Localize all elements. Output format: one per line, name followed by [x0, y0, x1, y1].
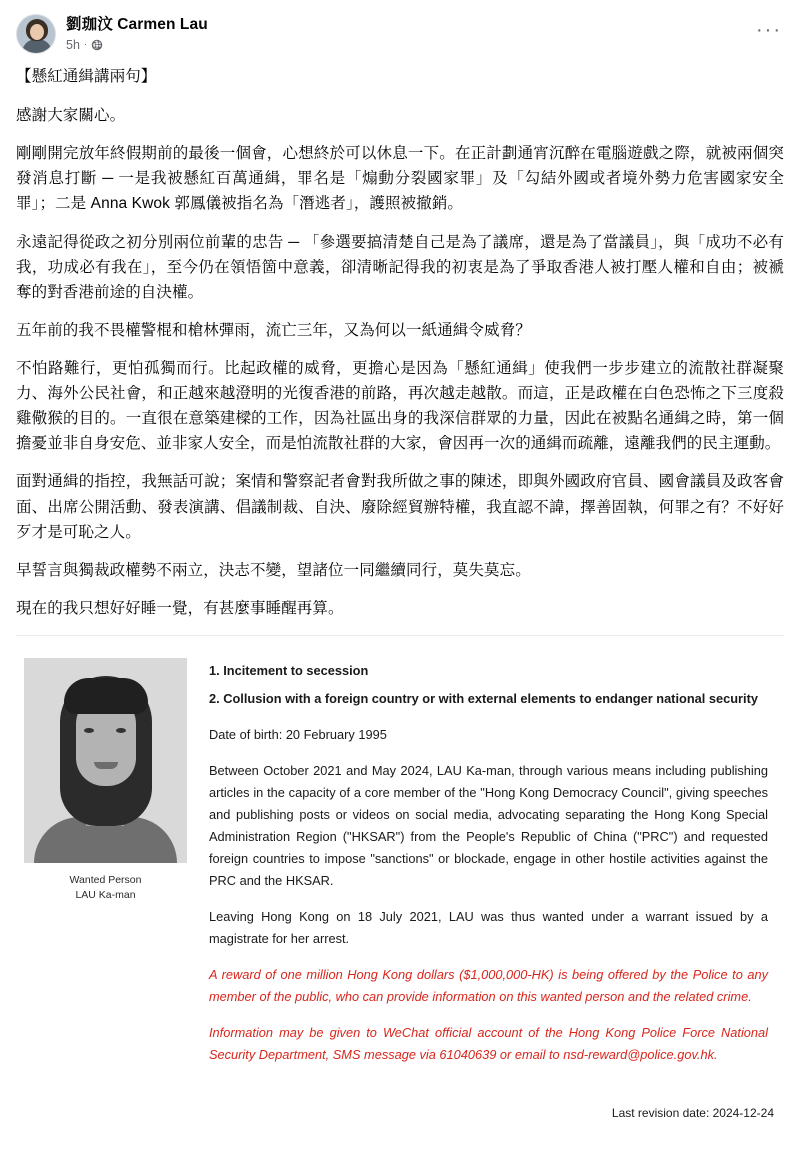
post-paragraph: 【懸紅通緝講兩句】 [16, 68, 157, 85]
post-paragraph: 剛剛開完放年終假期前的最後一個會，心想終於可以休息一下。在正計劃通宵沉醉在電腦遊戲之際，就被兩個突發消息打斷 ─ 一是我被懸紅百萬通緝，罪名是「煽動分裂國家罪」及「勾結外國或者境外勢力危害國家安全罪」；二是 Anna Kwok 郭鳳儀被指名為「潛逃者」，護照被撤銷。 [16, 145, 784, 213]
reward-contact-info: Information may be given to WeChat official account of the Hong Kong Police Force National Security Department, SMS message via 61040639 or email to nsd-reward@police.gov.hk. [209, 1024, 768, 1062]
post-paragraph: 現在的我只想好好睡一覺，有甚麼事睡醒再算。 [16, 599, 344, 617]
post-paragraph: 永遠記得從政之初分別兩位前輩的忠告 ─ 「參選要搞清楚自己是為了議席，還是為了當議員」，與「成功不必有我，功成必有我在」，至今仍在領悟箇中意義，卻清晰記得我的初衷是為了爭取香港人被打壓人權和自由；被褫奪的對香港前途的自決權。 [16, 233, 784, 301]
case-description: Between October 2021 and May 2024, LAU Ka-man, through various means including publishing articles in the capacity of a core member of the "Hong Kong Democracy Council", giving speeches and publishing posts or videos on social media, advocating separating the Hong Kong Special Administration Region ("HKSAR") from the People's Republic of China ("PRC") and requested foreign countries to impose "sanctions" or blockade, engage in other hostile activities against the PRC and the HKSAR. [209, 762, 768, 888]
avatar[interactable] [16, 14, 56, 54]
post-options-button[interactable]: ··· [756, 19, 782, 41]
date-of-birth: Date of birth: 20 February 1995 [209, 726, 387, 742]
post-paragraph: 感謝大家關心。 [16, 107, 126, 125]
attached-wanted-notice[interactable] [16, 635, 784, 1106]
photo-caption-line1: Wanted Person [69, 873, 142, 886]
post-paragraph: 不怕路難行，更怕孤獨而行。比起政權的威脅，更擔心是因為「懸紅通緝」使我們一步步建立的流散社群凝聚力、海外公民社會，和正越來越澄明的光復香港的前路，再次越走越散。而這，正是政權在白色恐怖之下三度殺雞儆猴的目的。一直很在意築建樑的工作，因為社區出身的我深信群眾的力量，因此在被點名通緝之時，第一個擔憂並非自身安危、並非家人安全，而是怕流散社群的大家，會因再一次的通緝而疏離，遠離我們的民主運動。 [16, 359, 784, 453]
post-text [16, 64, 784, 621]
warrant-description: Leaving Hong Kong on 18 July 2021, LAU was thus wanted under a warrant issued by a magistrate for her arrest. [209, 908, 768, 946]
photo-caption [24, 873, 187, 903]
avatar-body [22, 39, 52, 54]
wanted-person-photo [24, 658, 187, 863]
post-paragraph: 早誓言與獨裁政權勢不兩立，決志不變，望諸位一同繼續同行，莫失莫忘。 [16, 561, 531, 579]
meta-separator-dot: · [83, 39, 88, 50]
author-block [66, 14, 208, 53]
post-paragraph: 面對通緝的指控，我無話可說；案情和警察記者會對我所做之事的陳述，即與外國政府官員、國會議員及政客會面、出席公開活動、發表演講、倡議制裁、自決、廢除經貿辦特權，我直認不諱，擇善固執，何罪之有？不好好歹才是可恥之人。 [16, 473, 784, 541]
reward-offer: A reward of one million Hong Kong dollars ($1,000,000-HK) is being offered by the Police to any member of the public, who can provide information on this wanted person and the related crime. [209, 966, 768, 1004]
post-header [16, 14, 784, 64]
charge-item-2: 2. Collusion with a foreign country or with external elements to endanger national security [209, 690, 758, 706]
post-paragraph: 五年前的我不畏權警棍和槍林彈雨，流亡三年，又為何以一紙通緝令威脅？ [16, 321, 531, 339]
charge-item-1: 1. Incitement to secession [209, 662, 369, 678]
avatar-face [30, 24, 44, 40]
author-name[interactable]: 劉珈汶 Carmen Lau [66, 16, 208, 33]
globe-icon [91, 39, 103, 51]
wanted-notice-text [209, 658, 768, 1088]
post-timestamp[interactable]: 5h [66, 38, 80, 52]
photo-caption-line2: LAU Ka-man [75, 889, 136, 902]
wanted-photo-column [24, 658, 187, 903]
last-revision-date: Last revision date: 2024-12-24 [611, 1105, 774, 1120]
post-meta [66, 37, 208, 53]
